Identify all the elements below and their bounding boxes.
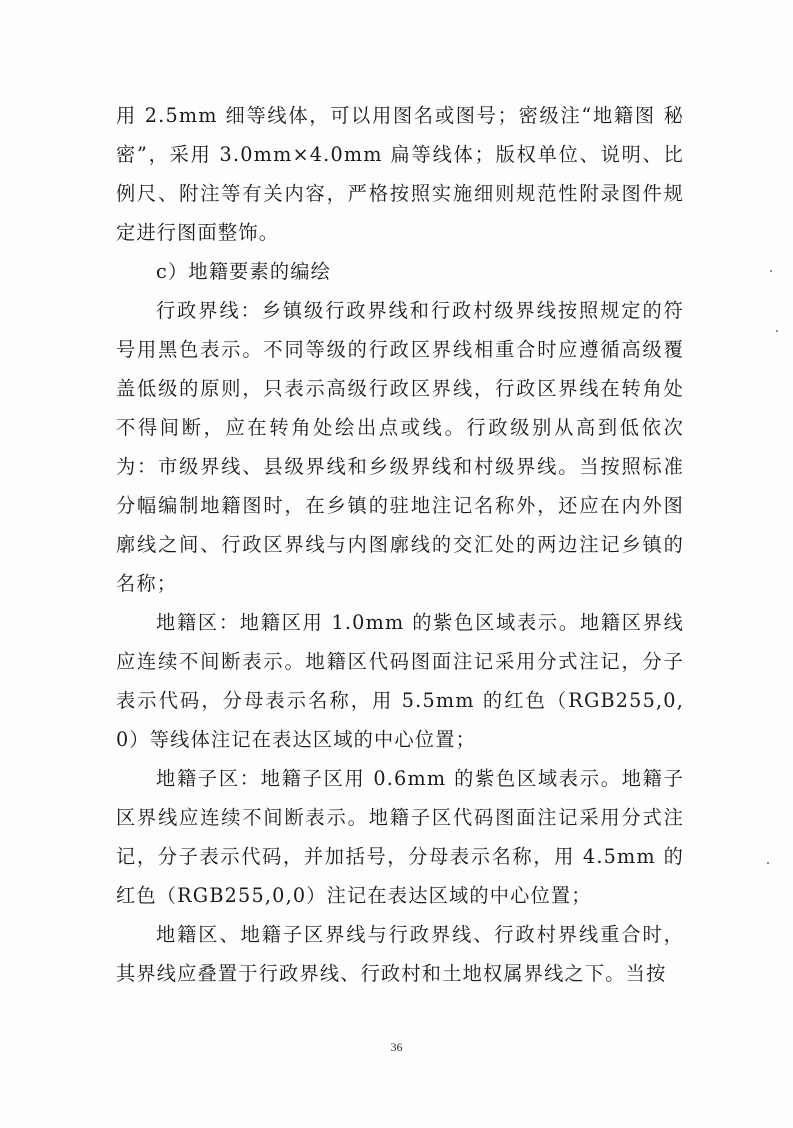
scan-speck <box>770 270 772 272</box>
paragraph-map-finishing: 用 2.5mm 细等线体，可以用图名或图号；密级注“地籍图 秘密”，采用 3.0mm×4.0mm 扁等线体；版权单位、说明、比例尺、附注等有关内容，严格按照实施细则规范性附录图件规定进行图面整饰。 <box>116 104 684 244</box>
scan-speck <box>767 862 769 864</box>
section-heading-cadastral-elements: c）地籍要素的编绘 <box>156 260 332 283</box>
paragraph-boundary-overlap: 地籍区、地籍子区界线与行政界线、行政村界线重合时，其界线应叠置于行政界线、行政村和土地权属界线之下。当按 <box>116 923 684 985</box>
paragraph-cadastral-district: 地籍区：地籍区用 1.0mm 的紫色区域表示。地籍区界线应连续不间断表示。地籍区代码图面注记采用分式注记，分子表示代码，分母表示名称，用 5.5mm 的红色（RGB255,0,0）等线体注记在表达区域的中心位置； <box>116 611 684 751</box>
paragraph-cadastral-subdistrict: 地籍子区：地籍子区用 0.6mm 的紫色区域表示。地籍子区界线应连续不间断表示。地籍子区代码图面注记采用分式注记，分子表示代码，并加括号，分母表示名称，用 4.5mm 的红色（RGB255,0,0）注记在表达区域的中心位置； <box>116 767 684 907</box>
page-number: 36 <box>390 1040 403 1054</box>
paragraph-administrative-boundaries: 行政界线：乡镇级行政界线和行政村级界线按照规定的符号用黑色表示。不同等级的行政区界线相重合时应遵循高级覆盖低级的原则，只表示高级行政区界线，行政区界线在转角处不得间断，应在转角处绘出点或线。行政级别从高到低依次为：市级界线、县级界线和乡级界线和村级界线。当按照标准分幅编制地籍图时，在乡镇的驻地注记名称外，还应在内外图廓线之间、行政区界线与内图廓线的交汇处的两边注记乡镇的名称； <box>116 299 684 595</box>
scan-speck <box>776 330 778 332</box>
body-text <box>116 96 684 993</box>
